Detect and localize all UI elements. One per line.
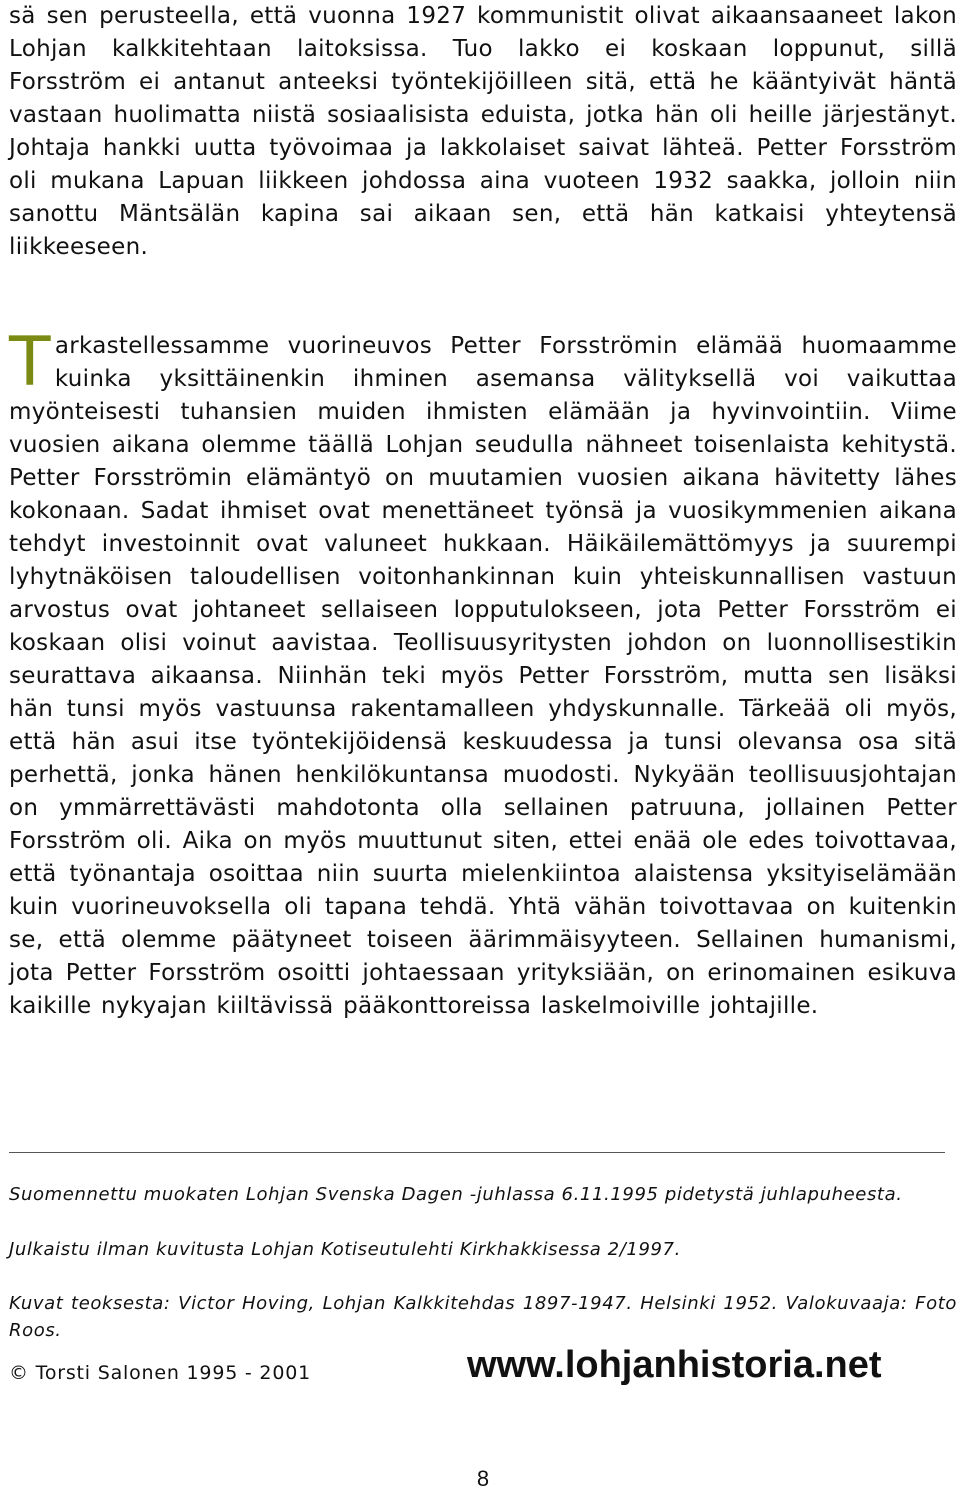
note-published: Julkaistu ilman kuvitusta Lohjan Kotiseutulehti Kirkhakkisessa 2/1997.: [9, 1239, 681, 1260]
note-translation: Suomennettu muokaten Lohjan Svenska Dagen -juhlassa 6.11.1995 pidetystä juhlapuheesta.: [9, 1184, 903, 1205]
copyright-notice: © Torsti Salonen 1995 - 2001: [9, 1362, 311, 1384]
paragraph-2: [9, 323, 957, 1023]
website-link[interactable]: www.lohjanhistoria.net: [467, 1344, 882, 1386]
separator-rule: [9, 1152, 945, 1153]
note-photos: Kuvat teoksesta: Victor Hoving, Lohjan Kalkkitehdas 1897-1947. Helsinki 1952. Valokuvaaja: Foto Roos.: [9, 1293, 957, 1341]
paragraph-1: sä sen perusteella, että vuonna 1927 kommunistit olivat aikaansaaneet lakon Lohjan kalkkitehtaan laitoksissa. Tuo lakko ei koskaan loppunut, sillä Forsström ei antanut anteeksi työntekijöilleen sitä, että he kääntyivät häntä vastaan huolimatta niistä sosiaalisista eduista, jotka hän oli heille järjestänyt. Johtaja hankki uutta työvoimaa ja lakkolaiset saivat lähteä. Petter Forsström oli mukana Lapuan liikkeen johdossa aina vuoteen 1932 saakka, jolloin niin sanottu Mäntsälän kapina sai aikaan sen, että hän katkaisi yhteytensä liikkeeseen.: [9, 3, 957, 260]
drop-cap: T: [9, 323, 51, 402]
page-number: 8: [476, 1466, 490, 1491]
paragraph-2-text: arkastellessamme vuorineuvos Petter Forsströmin elämää huomaamme kuinka yksittäinenkin ihminen asemansa välityksellä voi vaikuttaa myönteisesti tuhansien muiden ihmisten elämään ja hyvinvointiin. Viime vuosien aikana olemme täällä Lohjan seudulla nähneet toisenlaista kehitystä. Petter Forsströmin elämäntyö on muutamien vuosien aikana hävitetty lähes kokonaan. Sadat ihmiset ovat menettäneet työnsä ja vuosikymmenien aikana tehdyt investoinnit ovat valuneet hukkaan. Häikäilemättömyys ja suurempi lyhytnäköisen taloudellisen voitonhankinnan kuin yhteiskunnallisen vastuun arvostus ovat johtaneet sellaiseen lopputulokseen, jota Petter Forsström ei koskaan olisi voinut aavistaa. Teollisuusyritysten johdon on luonnollisestikin seurattava aikaansa. Niinhän teki myös Petter Forsström, mutta sen lisäksi hän tunsi myös vastuunsa rakentamalleen yhdyskunnalle. Tärkeää oli myös, että hän asui itse työntekijöidensä keskuudessa ja tunsi olevansa osa sitä perhettä, jonka hänen henkilökuntansa muodosti. Nykyään teollisuusjohtajan on ymmärrettävästi mahdotonta olla sellainen patruuna, jollainen Petter Forsström oli. Aika on myös muuttunut siten, ettei enää ole edes toivottavaa, että työnantaja osoittaa niin suurta mielenkiintoa alaistensa yksityiselämään kuin vuorineuvoksella oli tapana tehdä. Yhtä vähän toivottavaa on kuitenkin se, että olemme päätyneet toiseen äärimmäisyyteen. Sellainen humanismi, jota Petter Forsström osoitti johtaessaan yrityksiään, on erinomainen esikuva kaikille nykyajan kiiltävissä pääkonttoreissa laskelmoiville johtajille.: [9, 333, 957, 1019]
